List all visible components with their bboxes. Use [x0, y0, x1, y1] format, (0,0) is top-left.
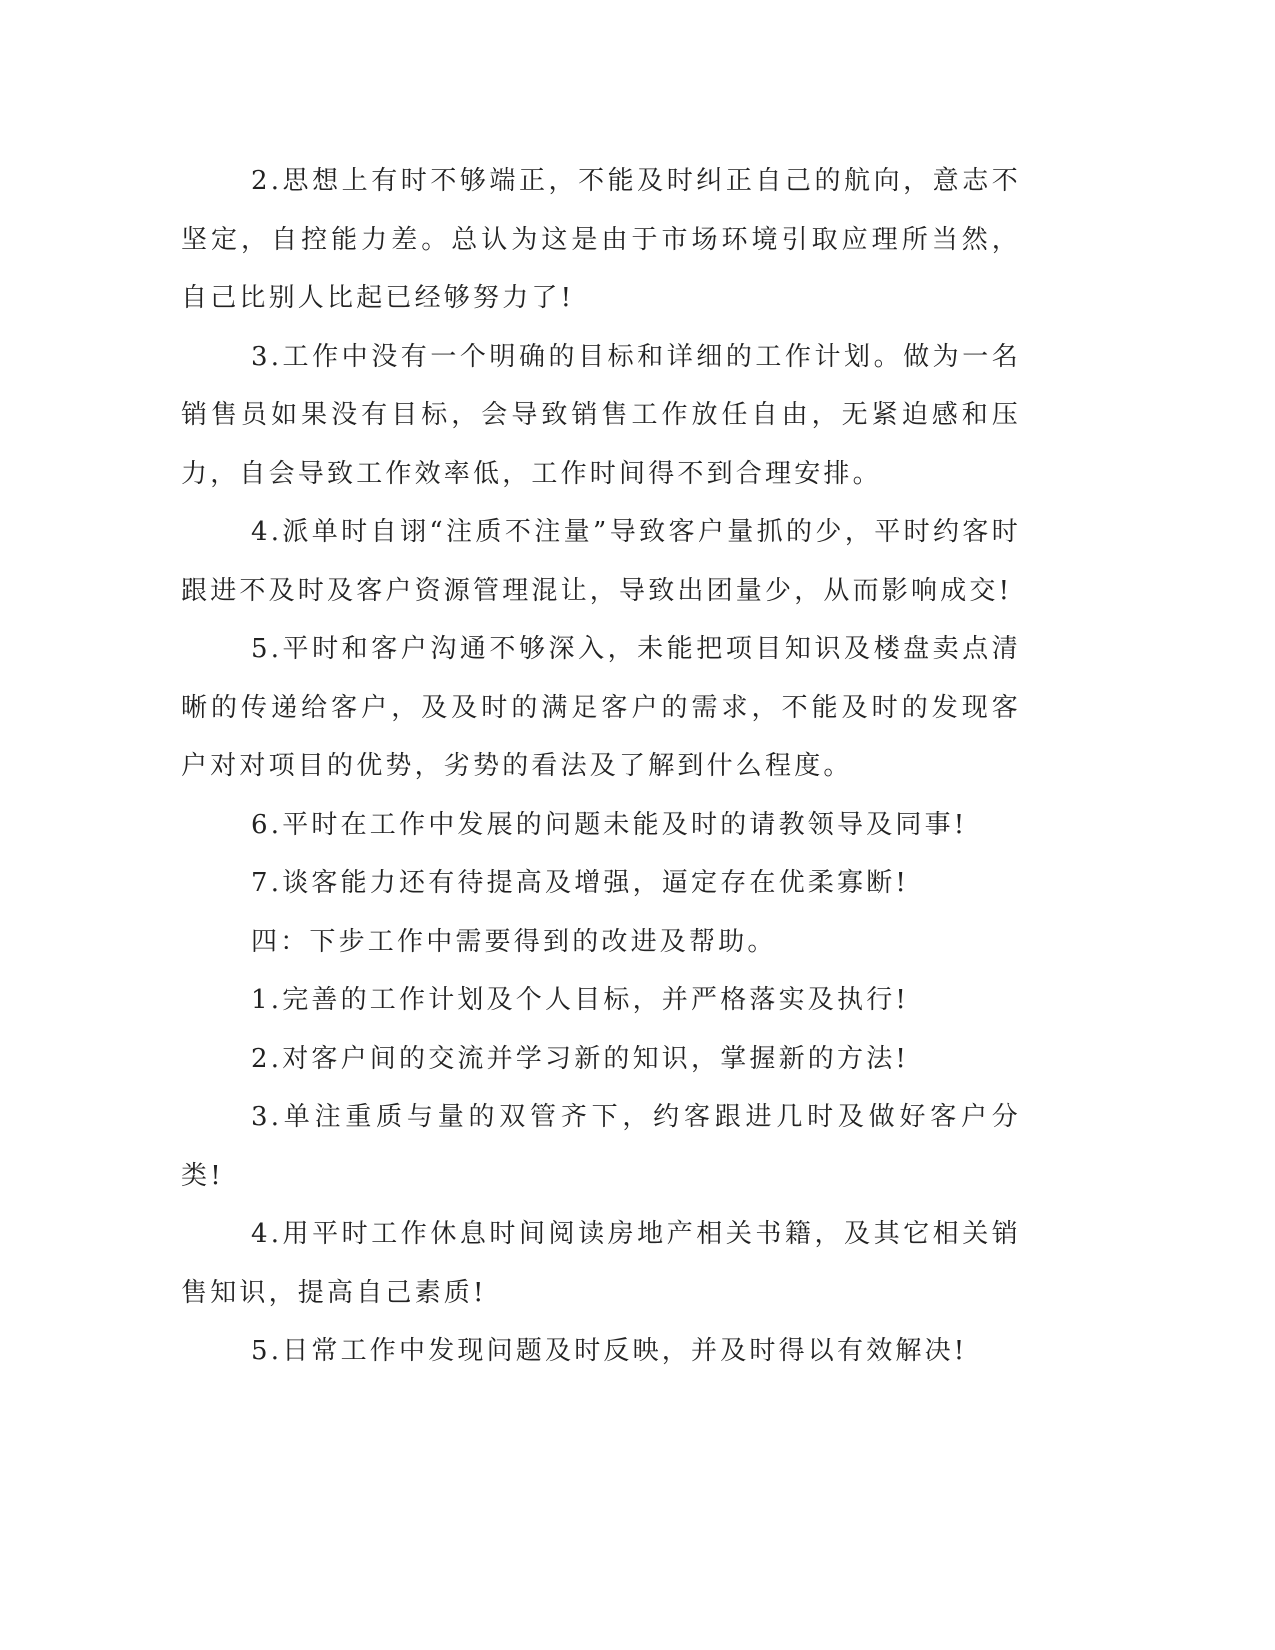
- paragraph-improvement-5: 5.日常工作中发现问题及时反映，并及时得以有效解决!: [251, 1336, 968, 1366]
- paragraph-problem-4: 4.派单时自诩“注质不注量”导致客户量抓的少，平时约客时跟进不及时及客户资源管理混让，导致出团量少，从而影响成交!: [181, 517, 1021, 606]
- section-heading-improvements: 四：下步工作中需要得到的改进及帮助。: [251, 926, 777, 957]
- paragraph-improvement-1: 1.完善的工作计划及个人目标，并严格落实及执行!: [251, 985, 910, 1015]
- paragraph-improvement-3: 3.单注重质与量的双管齐下，约客跟进几时及做好客户分类!: [181, 1102, 1021, 1191]
- paragraph-improvement-2: 2.对客户间的交流并学习新的知识，掌握新的方法!: [251, 1043, 910, 1074]
- paragraph-problem-3: 3.工作中没有一个明确的目标和详细的工作计划。做为一名销售员如果没有目标，会导致销售工作放任自由，无紧迫感和压力，自会导致工作效率低，工作时间得不到合理安排。: [181, 341, 1021, 489]
- document-body: [181, 152, 1021, 1381]
- paragraph-improvement-4: 4.用平时工作休息时间阅读房地产相关书籍，及其它相关销售知识，提高自己素质!: [181, 1219, 1021, 1308]
- paragraph-problem-5: 5.平时和客户沟通不够深入，未能把项目知识及楼盘卖点清晰的传递给客户，及及时的满足客户的需求，不能及时的发现客户对对项目的优势，劣势的看法及了解到什么程度。: [181, 634, 1021, 781]
- paragraph-problem-7: 7.谈客能力还有待提高及增强，逼定存在优柔寡断!: [251, 868, 910, 898]
- paragraph-problem-6: 6.平时在工作中发展的问题未能及时的请教领导及同事!: [251, 809, 968, 840]
- paragraph-problem-2: 2.思想上有时不够端正，不能及时纠正自己的航向，意志不坚定，自控能力差。总认为这是由于市场环境引取应理所当然，自己比别人比起已经够努力了!: [181, 166, 1021, 313]
